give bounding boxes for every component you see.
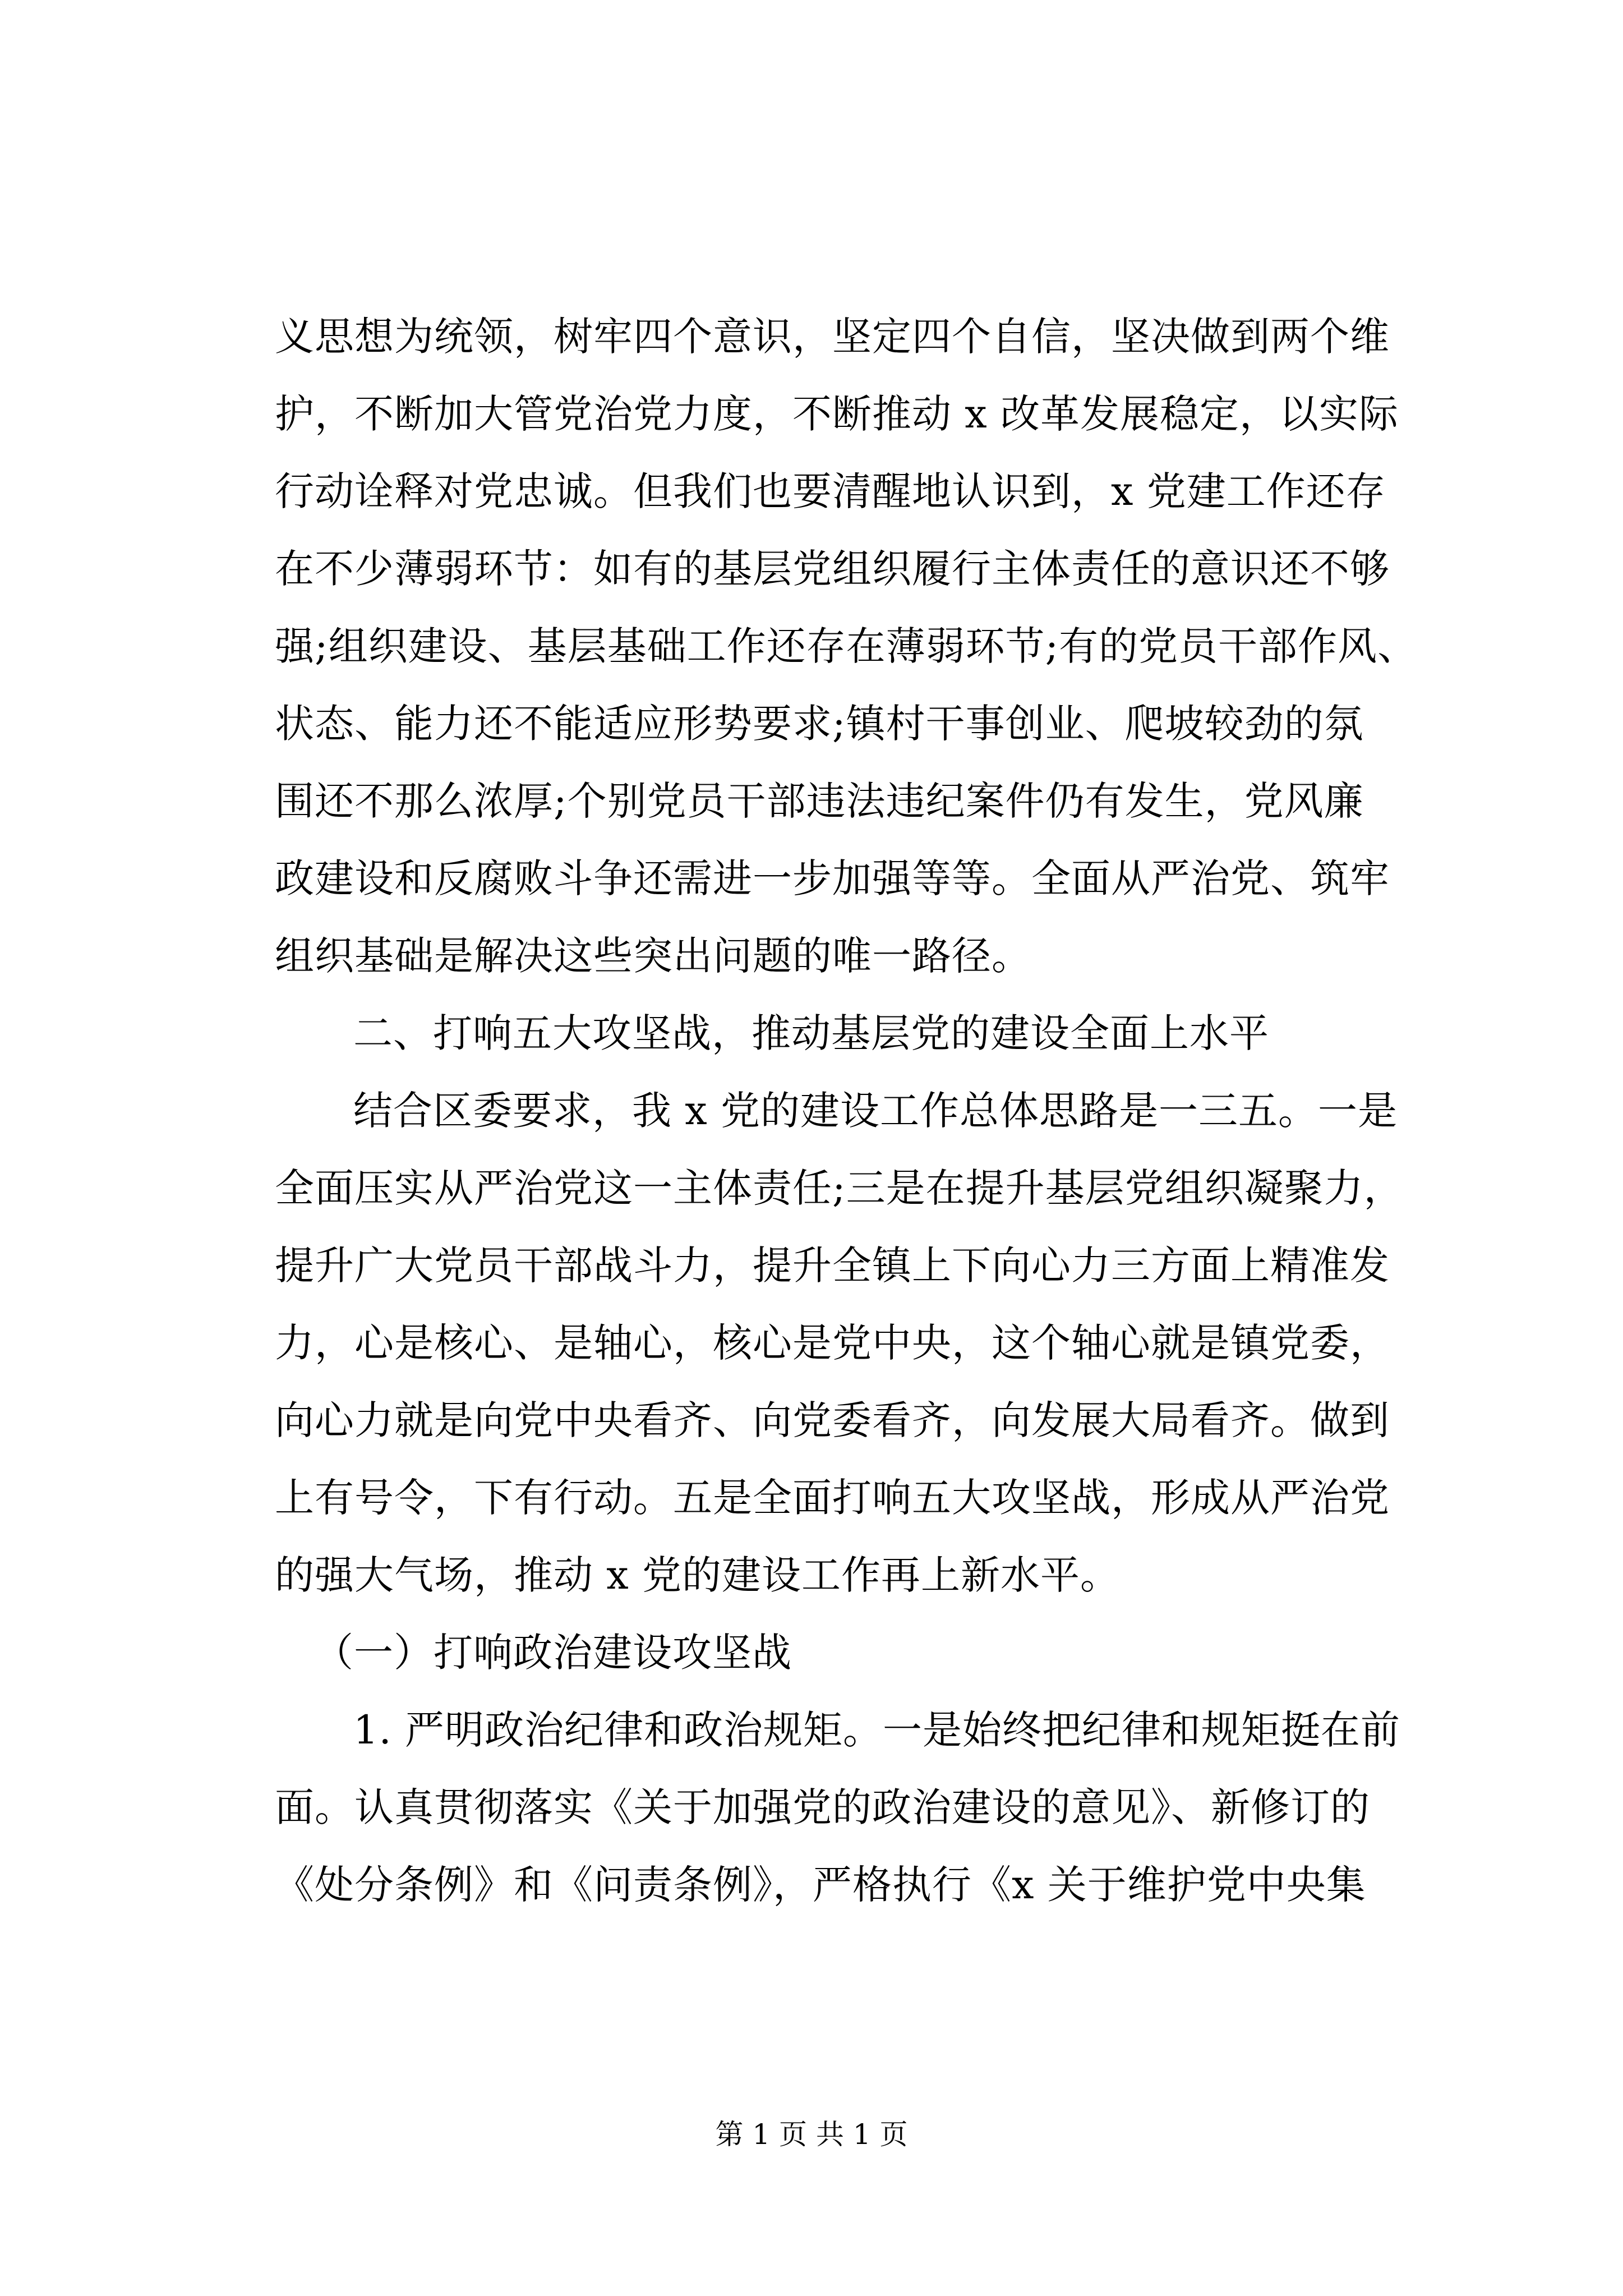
body-line-15: 向心力就是向党中央看齐、向党委看齐，向发展大局看齐。做到 [275,1397,1390,1443]
section-heading: 二、打响五大攻坚战，推动基层党的建设全面上水平 [353,1010,1269,1056]
body-line-4: 在不少薄弱环节：如有的基层党组织履行主体责任的意识还不够 [275,546,1390,592]
body-line-20: 面。认真贯彻落实《关于加强党的政治建设的意见》、新修订的 [275,1784,1370,1830]
body-line-8: 政建设和反腐败斗争还需进一步加强等等。全面从严治党、筑牢 [275,855,1390,901]
body-line-19: 1. 严明政治纪律和政治规矩。一是始终把纪律和规矩挺在前 [353,1707,1401,1753]
page-footer: 第 1 页 共 1 页 [715,2118,908,2151]
body-line-21: 《处分条例》和《问责条例》，严格执行《x 关于维护党中央集 [275,1862,1366,1908]
body-line-9: 组织基础是解决这些突出问题的唯一路径。 [275,933,1031,979]
body-line-1: 义思想为统领，树牢四个意识，坚定四个自信，坚决做到两个维 [275,314,1390,360]
body-line-2: 护，不断加大管党治党力度，不断推动 x 改革发展稳定，以实际 [275,391,1399,437]
body-line-12: 全面压实从严治党这一主体责任;三是在提升基层党组织凝聚力， [275,1165,1404,1211]
body-line-6: 状态、能力还不能适应形势要求;镇村干事创业、爬坡较劲的氛 [275,701,1364,747]
body-line-14: 力，心是核心、是轴心，核心是党中央，这个轴心就是镇党委， [275,1320,1390,1366]
body-line-16: 上有号令，下有行动。五是全面打响五大攻坚战，形成从严治党 [275,1475,1390,1521]
subsection-heading: （一）打响政治建设攻坚战 [314,1630,792,1676]
body-line-17: 的强大气场，推动 x 党的建设工作再上新水平。 [275,1552,1120,1598]
body-line-7: 围还不那么浓厚;个别党员干部违法违纪案件仍有发生，党风廉 [275,778,1364,824]
body-line-13: 提升广大党员干部战斗力，提升全镇上下向心力三方面上精准发 [275,1243,1390,1289]
body-line-5: 强;组织建设、基层基础工作还存在薄弱环节;有的党员干部作风、 [275,623,1418,669]
body-line-11: 结合区委要求，我 x 党的建设工作总体思路是一三五。一是 [353,1088,1398,1134]
body-line-3: 行动诠释对党忠诚。但我们也要清醒地认识到，x 党建工作还存 [275,468,1386,514]
